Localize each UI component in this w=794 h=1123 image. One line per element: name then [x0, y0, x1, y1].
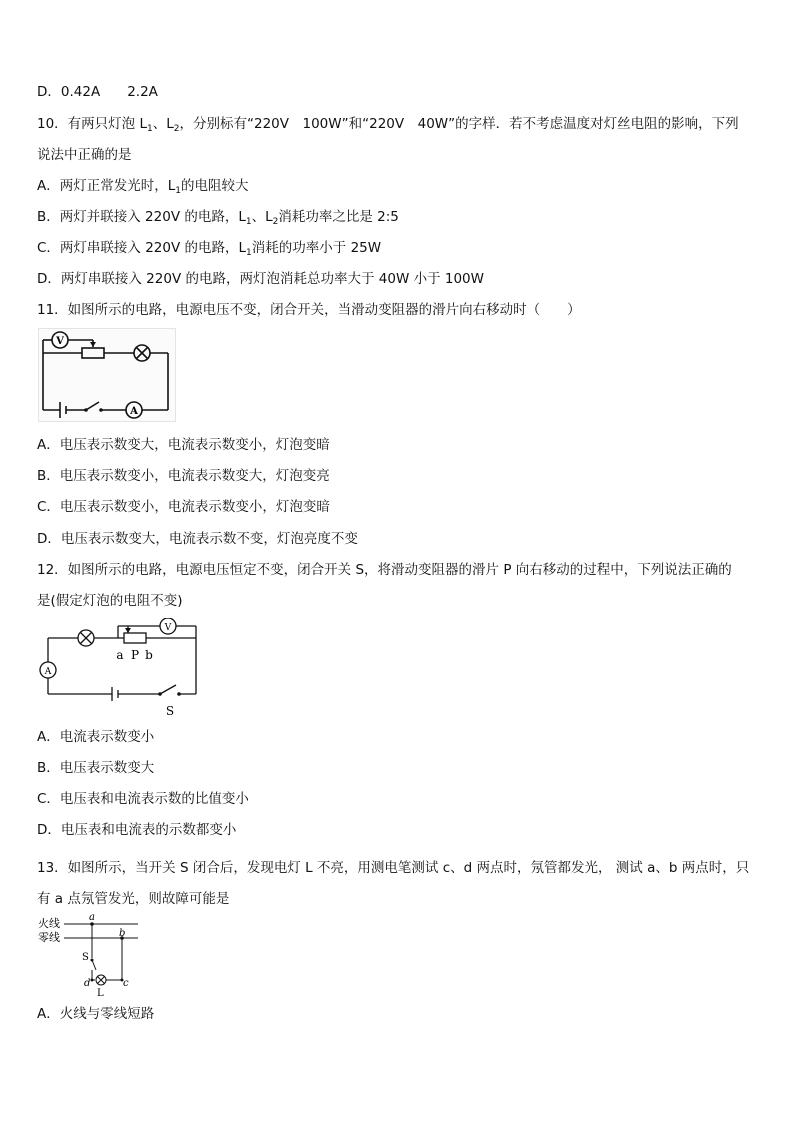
q12-stem-line2: 是(假定灯泡的电阻不变): [37, 593, 183, 609]
q12-circuit-diagram: [36, 618, 200, 720]
q12-switch-label: S: [165, 704, 175, 718]
q12-voltmeter-label: V: [164, 623, 172, 633]
q12-option-c: C．电压表和电流表示数的比值变小: [37, 791, 249, 807]
q13-point-b: b: [119, 928, 126, 939]
q13-stem-line1: 13．如图所示，当开关 S 闭合后，发现电灯 L 不亮，用测电笔测试 c、d 两点时，氖管都发光， 测试 a、b 两点时，只: [37, 860, 750, 876]
q10-stem-line2: 说法中正确的是: [37, 147, 132, 163]
q12-rheostat-end-a: a: [116, 648, 124, 662]
q13-point-d: d: [84, 978, 91, 989]
q12-option-a: A．电流表示数变小: [37, 729, 155, 745]
q13-lamp-label: L: [97, 988, 104, 999]
q13-point-a: a: [89, 912, 95, 923]
q10-option-c: C．两灯串联接入 220V 的电路，$L_1$消耗的功率小于 25W: [37, 240, 382, 258]
q11-option-b: B．电压表示数变小，电流表示数变大，灯泡变亮: [37, 468, 330, 484]
q11-option-d: D．电压表示数变大，电流表示数不变，灯泡亮度不变: [37, 531, 358, 547]
q11-option-a: A．电压表示数变大，电流表示数变小，灯泡变暗: [37, 437, 330, 453]
q13-point-c: c: [123, 978, 129, 989]
q12-slider-p-label: P: [130, 648, 140, 662]
q11-ammeter-label: A: [130, 406, 138, 417]
q13-option-a: A．火线与零线短路: [37, 1006, 155, 1022]
q10-option-b: B．两灯并联接入 220V 的电路，$L_1$、$L_2$消耗功率之比是 2:5: [37, 209, 399, 227]
q13-switch-label: S: [82, 952, 89, 963]
q13-neutral-wire-label: 零线: [38, 931, 60, 944]
q12-rheostat-end-b: b: [145, 648, 153, 662]
q10-option-d: D．两灯串联接入 220V 的电路，两灯泡消耗总功率大于 40W 小于 100W: [37, 271, 484, 287]
q12-stem-line1: 12．如图所示的电路，电源电压恒定不变，闭合开关 S，将滑动变阻器的滑片 P 向右移动的过程中，下列说法正确的: [37, 562, 732, 578]
q11-circuit-diagram: [38, 328, 176, 422]
q10-option-a: A．两灯正常发光时，$L_1$的电阻较大: [37, 178, 249, 196]
q11-voltmeter-label: V: [56, 336, 64, 347]
q10-stem-line1: 10．有两只灯泡 $L_1$、$L_2$，分别标有“220V 100W”和“220V 40W”的字样．若不考虑温度对灯丝电阻的影响，下列: [37, 116, 739, 134]
q9-option-d: D．0.42A 2.2A: [37, 84, 158, 100]
q11-stem: 11．如图所示的电路，电源电压不变，闭合开关，当滑动变阻器的滑片向右移动时（ ）: [37, 302, 581, 318]
q11-option-c: C．电压表示数变小，电流表示数变小，灯泡变暗: [37, 499, 330, 515]
q12-option-d: D．电压表和电流表的示数都变小: [37, 822, 237, 838]
q13-circuit-diagram: [36, 908, 144, 1000]
q12-ammeter-label: A: [44, 667, 52, 677]
q12-option-b: B．电压表示数变大: [37, 760, 155, 776]
q13-stem-line2: 有 a 点氖管发光，则故障可能是: [37, 891, 230, 907]
q13-live-wire-label: 火线: [38, 917, 60, 930]
